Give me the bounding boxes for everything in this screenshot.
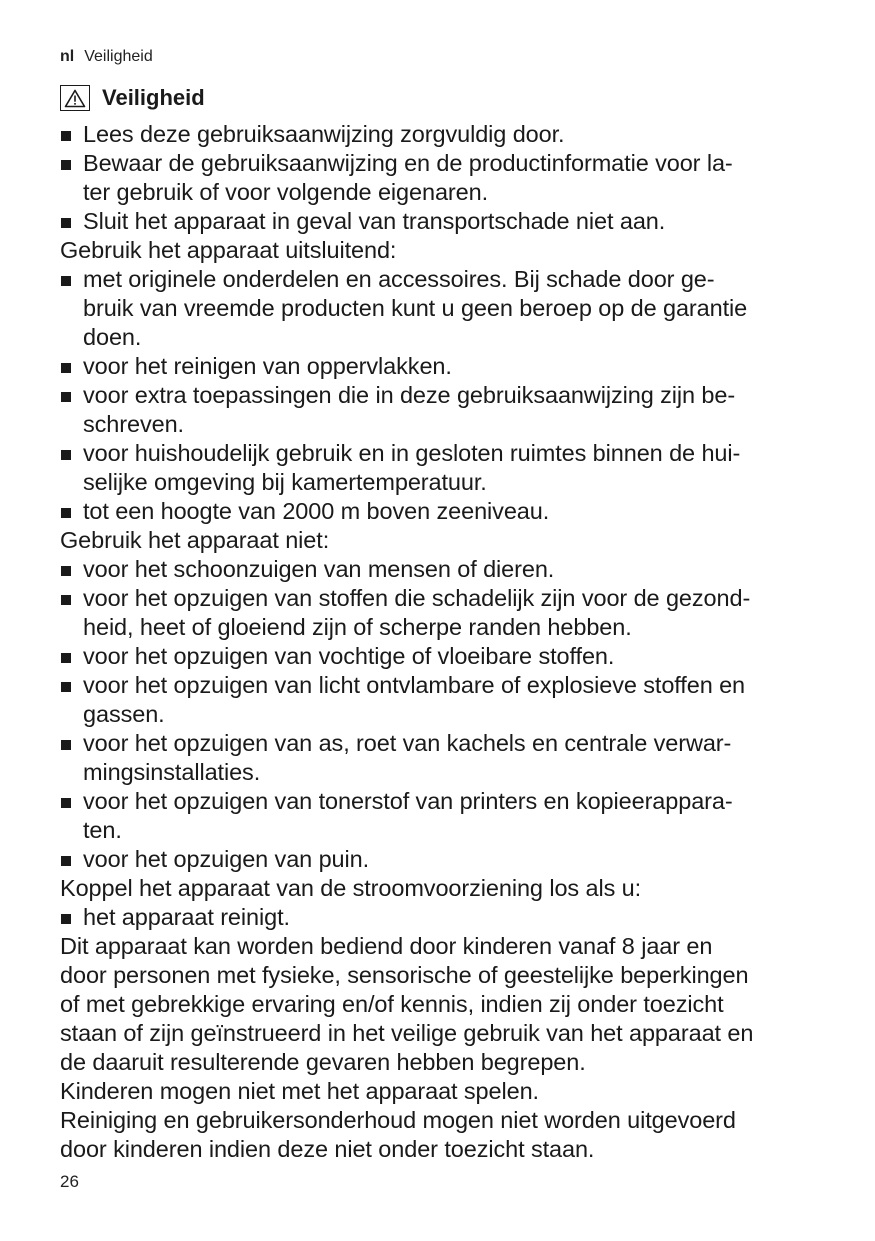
language-code: nl [60,48,75,65]
paragraph-text: Koppel het apparaat van de stroomvoorziening los als u: [60,875,642,901]
bullet-square-icon [61,740,71,750]
bullet-square-icon [61,131,71,141]
list-item [60,555,830,584]
list-item-text: voor huishoudelijk gebruik en in gesloten ruimtes binnen de hui- selijke omgeving bij kamertemperatuur. [83,440,741,495]
bullet-square-icon [61,363,71,373]
paragraph-text: Kinderen mogen niet met het apparaat spelen. [60,1078,539,1104]
paragraph-text: Gebruik het apparaat niet: [60,527,330,553]
list-item-text: voor het schoonzuigen van mensen of dieren. [83,556,555,582]
section-name: Veiligheid [84,48,153,65]
paragraph [60,1106,830,1164]
list-item [60,352,830,381]
bullet-square-icon [61,276,71,286]
section-heading [60,84,205,112]
bullet-square-icon [61,218,71,228]
list-item [60,845,830,874]
paragraph-text: Dit apparaat kan worden bediend door kinderen vanaf 8 jaar en door personen met fysieke, sensorische of geestelijke beperkingen of met gebrekkige ervaring en/of kennis, indien zij onder toezicht staan of zijn geïnstrueerd in het veilige gebruik van het apparaat en de daaruit resulterende gevaren hebben begrepen. [60,933,754,1075]
list-item-text: Bewaar de gebruiksaanwijzing en de productinformatie voor la- ter gebruik of voor volgende eigenaren. [83,150,733,205]
bullet-square-icon [61,160,71,170]
list-item-text: voor extra toepassingen die in deze gebruiksaanwijzing zijn be- schreven. [83,382,736,437]
list-item-text: het apparaat reinigt. [83,904,290,930]
paragraph [60,874,830,903]
bullet-square-icon [61,682,71,692]
list-item-text: voor het reinigen van oppervlakken. [83,353,452,379]
page-title: Veiligheid [102,85,205,110]
list-item-text: tot een hoogte van 2000 m boven zeeniveau. [83,498,550,524]
list-item [60,584,830,642]
bullet-square-icon [61,508,71,518]
bullet-square-icon [61,914,71,924]
paragraph [60,236,830,265]
safety-text [60,120,830,1164]
list-item [60,149,830,207]
warning-triangle-icon [60,85,90,111]
list-item [60,787,830,845]
list-item [60,381,830,439]
list-item [60,729,830,787]
list-item [60,642,830,671]
paragraph [60,1077,830,1106]
paragraph [60,932,830,1077]
bullet-square-icon [61,566,71,576]
list-item [60,903,830,932]
page-number: 26 [60,1172,79,1191]
paragraph [60,526,830,555]
list-item-text: voor het opzuigen van tonerstof van printers en kopieerappara- ten. [83,788,733,843]
bullet-square-icon [61,392,71,402]
paragraph-text: Reiniging en gebruikersonderhoud mogen niet worden uitgevoerd door kinderen indien deze niet onder toezicht staan. [60,1107,736,1162]
list-item [60,207,830,236]
list-item-text: voor het opzuigen van stoffen die schadelijk zijn voor de gezond- heid, heet of gloeiend zijn of scherpe randen hebben. [83,585,751,640]
list-item-text: voor het opzuigen van licht ontvlambare of explosieve stoffen en gassen. [83,672,746,727]
bullet-square-icon [61,653,71,663]
list-item-text: Lees deze gebruiksaanwijzing zorgvuldig door. [83,121,565,147]
bullet-square-icon [61,595,71,605]
list-item [60,497,830,526]
bullet-square-icon [61,450,71,460]
list-item-text: voor het opzuigen van vochtige of vloeibare stoffen. [83,643,615,669]
list-item-text: voor het opzuigen van as, roet van kachels en centrale verwar- mingsinstallaties. [83,730,732,785]
list-item [60,265,830,352]
list-item [60,439,830,497]
list-item-text: voor het opzuigen van puin. [83,846,370,872]
list-item [60,671,830,729]
list-item [60,120,830,149]
bullet-square-icon [61,856,71,866]
paragraph-text: Gebruik het apparaat uitsluitend: [60,237,397,263]
list-item-text: met originele onderdelen en accessoires. Bij schade door ge- bruik van vreemde producten kunt u geen beroep op de garantie doen. [83,266,748,350]
bullet-square-icon [61,798,71,808]
list-item-text: Sluit het apparaat in geval van transportschade niet aan. [83,208,666,234]
running-header [60,47,153,67]
